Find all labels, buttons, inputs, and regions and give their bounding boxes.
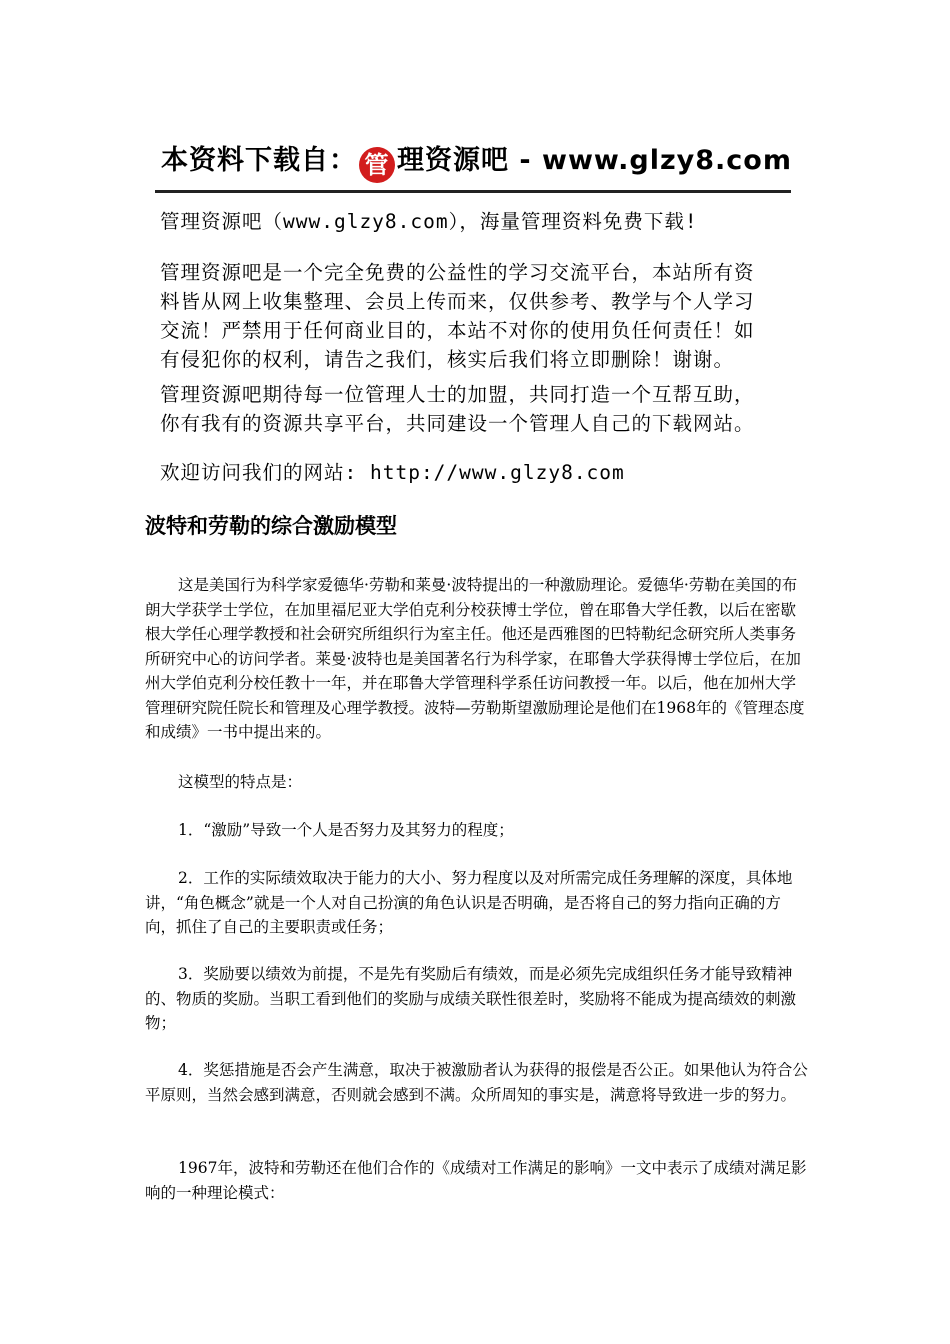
site-logo-icon: 管 (359, 147, 395, 183)
notice-text-line: 有侵犯你的权利，请告之我们，核实后我们将立即删除！谢谢。 (160, 348, 735, 371)
notice-headline: 管理资源吧（www.glzy8.com），海量管理资料免费下载! (160, 210, 698, 233)
intro-paragraph: 这是美国行为科学家爱德华·劳勒和莱曼·波特提出的一种激励理论。爱德华·劳勒在美国的布朗大学获学士学位，在加里福尼亚大学伯克利分校获博士学位，曾在耶鲁大学任教，以后在密歇根大学任心理学教授和社会研究所组织行为室主任。他还是西雅图的巴特勒纪念研究所人类事务所研究中心的访问学者。莱曼·波特也是美国著名行为科学家，在耶鲁大学获得博士学位后，在加州大学伯克利分校任教十一年，并在耶鲁大学管理科学系任访问教授一年。以后，他在加州大学管理研究院任院长和管理及心理学教授。波特—劳勒斯望激励理论是他们在1968年的《管理态度和成绩》一书中提出来的。 (145, 576, 805, 741)
features-heading: 这模型的特点是： (178, 773, 303, 791)
point-1-section (145, 818, 810, 843)
notice-paragraph-2 (160, 258, 800, 374)
point-4-section (145, 1058, 810, 1107)
banner-title-suffix: 理资源吧 - www.glzy8.com (397, 145, 792, 176)
notice-text-line: 你有我有的资源共享平台，共同建设一个管理人自己的下载网站。 (160, 412, 755, 435)
intro-section (145, 573, 810, 745)
notice-text-line: 管理资源吧是一个完全免费的公益性的学习交流平台，本站所有资 (160, 261, 755, 284)
point-2-section (145, 866, 810, 940)
notice-visit (160, 458, 800, 487)
point-3: 3．奖励要以绩效为前提，不是先有奖励后有绩效，而是必须先完成组织任务才能导致精神的、物质的奖励。当职工看到他们的奖励与成绩关联性很差时，奖励将不能成为提高绩效的刺激物； (145, 965, 797, 1032)
notice-text-line: 料皆从网上收集整理、会员上传而来，仅供参考、教学与个人学习 (160, 290, 755, 313)
point-1: 1．“激励”导致一个人是否努力及其努力的程度； (178, 821, 514, 839)
download-banner (155, 128, 791, 198)
notice-text-line: 管理资源吧期待每一位管理人士的加盟，共同打造一个互帮互助， (160, 383, 755, 406)
banner-title-prefix: 本资料下载自： (161, 145, 357, 176)
visit-site-text: 欢迎访问我们的网站: http://www.glzy8.com (160, 461, 625, 484)
point-3-section (145, 962, 810, 1036)
banner-divider (155, 190, 791, 193)
notice-text-line: 交流！严禁用于任何商业目的，本站不对你的使用负任何责任！如 (160, 319, 755, 342)
features-heading-section (145, 770, 810, 795)
closing-paragraph: 1967年，波特和劳勒还在他们合作的《成绩对工作满足的影响》一文中表示了成绩对满足影响的一种理论模式： (145, 1159, 807, 1202)
notice-paragraph-3 (160, 380, 800, 438)
banner-title (161, 138, 792, 183)
point-4: 4．奖惩措施是否会产生满意，取决于被激励者认为获得的报偿是否公正。如果他认为符合公平原则，当然会感到满意，否则就会感到不满。众所周知的事实是，满意将导致进一步的努力。 (145, 1061, 808, 1104)
notice-line-1 (160, 207, 800, 236)
closing-section (145, 1156, 810, 1205)
point-2: 2．工作的实际绩效取决于能力的大小、努力程度以及对所需完成任务理解的深度，具体地讲，“角色概念”就是一个人对自己扮演的角色认识是否明确，是否将自己的努力指向正确的方向，抓住了自己的主要职责或任务； (145, 869, 793, 936)
document-title: 波特和劳勒的综合激励模型 (145, 514, 397, 538)
